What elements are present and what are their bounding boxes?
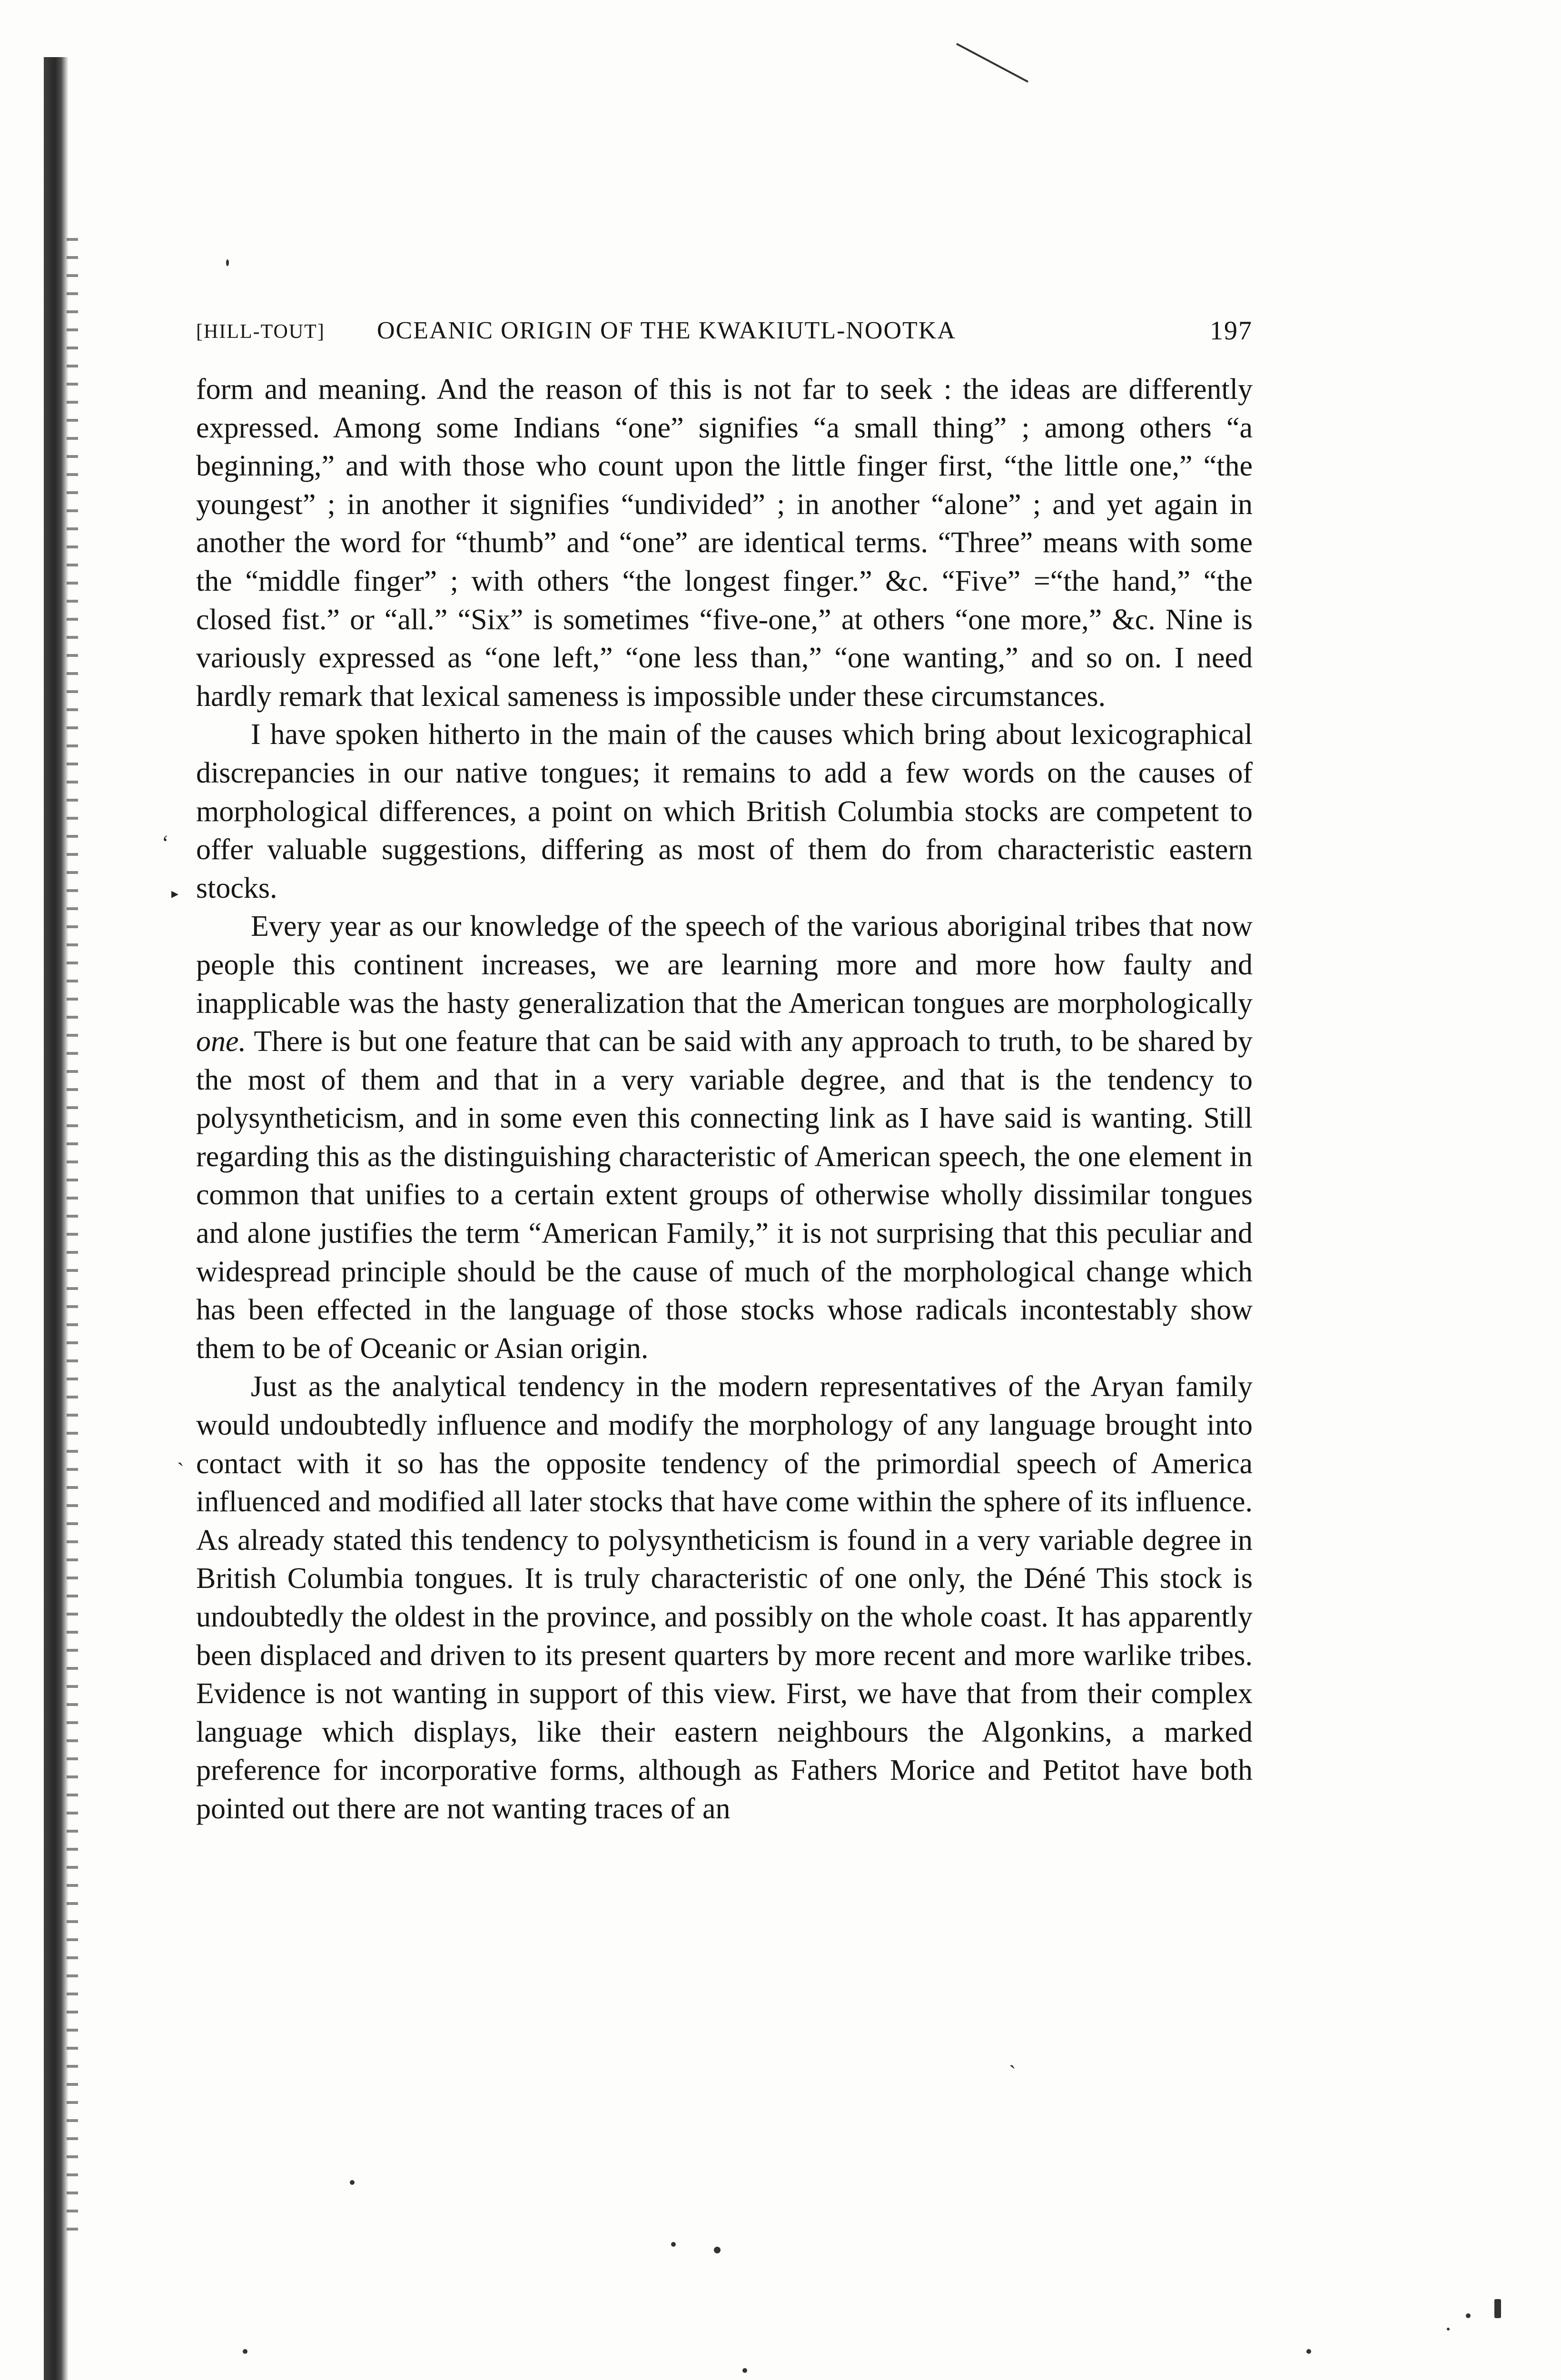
speck	[1306, 2349, 1311, 2354]
paragraph-4: Just as the analytical tendency in the modern representatives of the Aryan family would undoubtedly influence and modify the morphology of any language brought into contact with it so has the opposite tendency of the primordial speech of America influenced and modified all later stocks that have come within the sphere of its influence. As already stated this tendency to polysyntheticism is found in a very variable degree in British Columbia tongues. It is truly characteristic of one only, the Déné This stock is undoubtedly the oldest in the province, and possibly on the whole coast. It has apparently been displaced and driven to its present quarters by more recent and more warlike tribes. Evidence is not wanting in support of this view. First, we have that from their complex language which displays, like their eastern neighbours the Algonkins, a marked preference for incorporative forms, although as Fathers Morice and Petitot have both pointed out there are not wanting traces of an	[196, 1370, 1253, 1825]
binding-edge	[44, 57, 69, 2380]
speck	[350, 2180, 355, 2185]
paragraph-3	[196, 907, 1253, 1368]
paragraph-3-text-b: There is but one feature that can be said with any approach to truth, to be shared by the most of them and that in a very variable degree, and that is the tendency to polysyntheticism, and in some even this connecting link as I have said is wanting. Still regarding this as the distinguishing characteristic of American speech, the one element in common that unifies to a certain extent groups of otherwise wholly dissimilar tongues and alone justifies the term “American Family,” it is not surprising that this peculiar and widespread principle should be the cause of much of the morphological change which has been effected in the language of those stocks whose radicals incontestably show them to be of Oceanic or Asian origin.	[196, 1025, 1253, 1365]
speck	[243, 2349, 247, 2354]
margin-mark-1: ‘	[162, 831, 169, 854]
paragraph-1: form and meaning. And the reason of this is not far to seek : the ideas are differently expressed. Among some Indians “one” signifies “a small thing” ; among others “a beginning,” and with those who count upon the little finger first, “the little one,” “the youngest” ; in another it signifies “undivided” ; in another “alone” ; and yet again in another the word for “thumb” and “one” are identical terms. “Three” means with some the “middle finger” ; with others “the longest finger.” &c. “Five” =“the hand,” “the closed fist.” or “all.” “Six” is sometimes “five-one,” at others “one more,” &c. Nine is variously expressed as “one left,” “one less than,” “one wanting,” and so on. I need hardly remark that lexical sameness is impossible under these circumstances.	[196, 373, 1253, 713]
running-head	[196, 312, 1253, 355]
corner-pen-mark	[956, 43, 1028, 82]
speck	[226, 259, 229, 266]
speck	[671, 2242, 676, 2247]
speck	[714, 2247, 721, 2253]
speck	[742, 2368, 747, 2373]
paragraph-3-text-a: Every year as our knowledge of the speech of the various aboriginal tribes that now people this continent increases, we are learning more and more how faulty and inapplicable was the hasty generalization that the American tongues are morphologically	[196, 910, 1253, 1020]
paragraph-2: I have spoken hitherto in the main of the causes which bring about lexicographical discrepancies in our native tongues; it remains to add a few words on the causes of morphological differences, a point on which British Columbia stocks are competent to offer valuable suggestions, differing as most of them do from characteristic eastern stocks.	[196, 718, 1253, 904]
margin-mark-2: ▸	[171, 886, 179, 902]
speck	[1466, 2313, 1471, 2318]
running-head-author: [HILL-TOUT]	[196, 321, 325, 343]
paragraph-3-emphasis: one.	[196, 1025, 247, 1058]
body-text	[196, 370, 1253, 1828]
margin-mark-3: ˏ	[177, 1443, 184, 1466]
margin-mark-4: ˋ	[1009, 2062, 1016, 2085]
speck	[1494, 2299, 1501, 2318]
binding-speckle	[67, 238, 78, 2237]
speck	[1447, 2328, 1450, 2330]
running-head-title: OCEANIC ORIGIN OF THE KWAKIUTL-NOOTKA	[377, 317, 956, 344]
page-number: 197	[1210, 316, 1253, 346]
